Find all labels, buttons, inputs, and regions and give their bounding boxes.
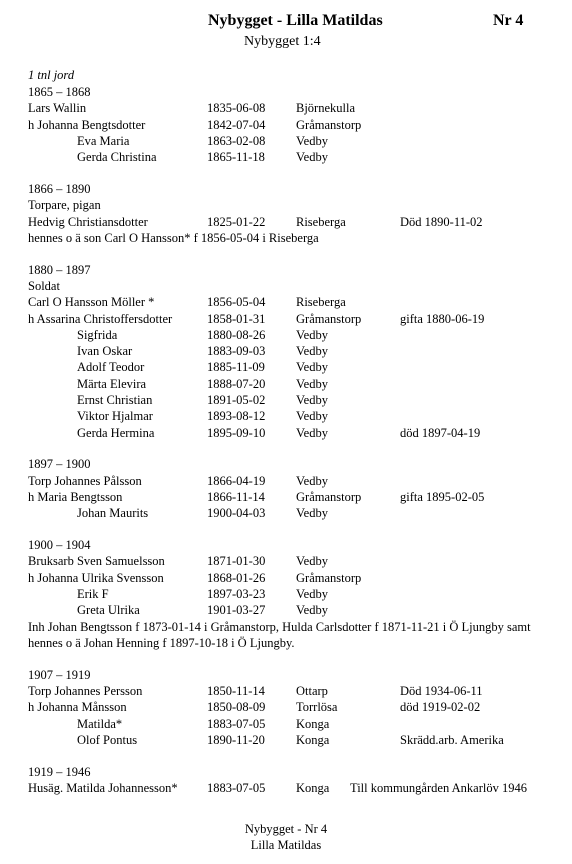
- birth-place: Vedby: [296, 603, 328, 618]
- period-section: [28, 84, 558, 165]
- page-subtitle: Nybygget 1:4: [244, 34, 321, 49]
- person-row: [28, 327, 558, 343]
- birth-place: Vedby: [296, 409, 328, 424]
- person-row: [28, 716, 558, 732]
- person-name: Carl O Hansson Möller *: [28, 295, 155, 310]
- period-heading: [28, 667, 558, 683]
- person-name: Torp Johannes Pålsson: [28, 473, 142, 488]
- birth-place: Vedby: [296, 554, 328, 569]
- person-name: Märta Elevira: [77, 376, 147, 391]
- person-row: [28, 570, 558, 586]
- record-note-text: Inh Johan Bengtsson f 1873-01-14 i Gråmanstorp, Hulda Carlsdotter f 1871-11-21 i Ö Ljungby samt hennes o ä Johan Henning f 1897-10-18 i Ö Ljungby.: [28, 619, 531, 650]
- person-name: h Assarina Christoffersdotter: [28, 311, 173, 326]
- event-note: död 1897-04-19: [400, 425, 481, 440]
- period-heading: [28, 764, 558, 780]
- person-name: hennes o ä son Carl O Hansson* f 1856-05-04 i Riseberga: [28, 230, 319, 245]
- person-name: Husäg. Matilda Johannesson*: [28, 780, 178, 795]
- period-heading: [28, 537, 558, 553]
- birth-date: 1891-05-02: [207, 393, 266, 408]
- page-title: Nybygget - Lilla Matildas: [208, 12, 383, 29]
- person-row: [28, 489, 558, 505]
- birth-date: 1856-05-04: [207, 295, 266, 310]
- birth-place: Vedby: [296, 133, 328, 148]
- person-row: [28, 117, 558, 133]
- person-row: [28, 392, 558, 408]
- event-note: Till kommungården Ankarlöv 1946: [350, 780, 527, 795]
- birth-place: Vedby: [296, 506, 328, 521]
- event-note: gifta 1880-06-19: [400, 311, 485, 326]
- person-name: Ernst Christian: [77, 393, 153, 408]
- person-row: [28, 505, 558, 521]
- person-name: Hedvig Christiansdotter: [28, 214, 148, 229]
- birth-date: 1866-11-14: [207, 490, 265, 505]
- birth-date: 1883-07-05: [207, 716, 266, 731]
- birth-date: 1865-11-18: [207, 150, 265, 165]
- period-heading: [28, 456, 558, 472]
- birth-place: Vedby: [296, 393, 328, 408]
- person-row: [28, 408, 558, 424]
- person-name: Greta Ulrika: [77, 603, 140, 618]
- birth-place: Konga: [296, 780, 330, 795]
- period-section: [28, 667, 558, 748]
- event-note: Död 1890-11-02: [400, 214, 483, 229]
- person-row: [28, 425, 558, 441]
- person-row: [28, 214, 558, 230]
- person-row: [28, 732, 558, 748]
- person-row: [28, 553, 558, 569]
- person-name: h Johanna Ulrika Svensson: [28, 570, 164, 585]
- birth-place: Gråmanstorp: [296, 490, 362, 505]
- birth-place: Vedby: [296, 150, 328, 165]
- period-section: [28, 181, 558, 246]
- birth-date: 1850-08-09: [207, 700, 266, 715]
- birth-date: 1871-01-30: [207, 554, 266, 569]
- birth-date: 1842-07-04: [207, 117, 266, 132]
- person-name: Erik F: [77, 587, 109, 602]
- period-label: 1866 – 1890: [28, 181, 91, 196]
- birth-date: 1895-09-10: [207, 425, 266, 440]
- person-row: [28, 100, 558, 116]
- person-row: [28, 780, 558, 796]
- birth-place: Konga: [296, 716, 330, 731]
- person-row: [28, 683, 558, 699]
- person-row: [28, 602, 558, 618]
- period-label: 1919 – 1946: [28, 764, 91, 779]
- period-heading: [28, 262, 558, 278]
- person-name: Sigfrida: [77, 327, 118, 342]
- birth-place: Riseberga: [296, 214, 346, 229]
- person-name: Johan Maurits: [77, 506, 149, 521]
- page-number: Nr 4: [493, 12, 524, 29]
- birth-place: Riseberga: [296, 295, 346, 310]
- birth-place: Vedby: [296, 425, 328, 440]
- person-name: Torp Johannes Persson: [28, 684, 143, 698]
- person-name: Lars Wallin: [28, 101, 87, 116]
- birth-place: Ottarp: [296, 684, 328, 698]
- person-name: Olof Pontus: [77, 732, 138, 747]
- period-heading: [28, 181, 558, 197]
- person-name: h Johanna Månsson: [28, 700, 127, 715]
- record-list: [28, 84, 558, 812]
- birth-date: 1890-11-20: [207, 732, 265, 747]
- person-row: [28, 149, 558, 165]
- period-section: [28, 262, 558, 441]
- birth-date: 1883-09-03: [207, 344, 266, 359]
- person-name: Soldat: [28, 278, 60, 293]
- birth-place: Gråmanstorp: [296, 570, 362, 585]
- person-name: Adolf Teodor: [77, 360, 145, 375]
- birth-date: 1868-01-26: [207, 570, 266, 585]
- person-row: [28, 294, 558, 310]
- person-row: [28, 376, 558, 392]
- person-name: Ivan Oskar: [77, 344, 133, 359]
- person-row: [28, 343, 558, 359]
- birth-date: 1866-04-19: [207, 473, 266, 488]
- birth-date: 1835-06-08: [207, 101, 266, 116]
- birth-date: 1850-11-14: [207, 684, 265, 698]
- event-note: Död 1934-06-11: [400, 684, 483, 698]
- birth-place: Konga: [296, 732, 330, 747]
- birth-date: 1897-03-23: [207, 587, 266, 602]
- footer-line-1: Nybygget - Nr 4: [244, 822, 328, 836]
- event-note: Skrädd.arb. Amerika: [400, 732, 504, 747]
- person-row: [28, 133, 558, 149]
- birth-date: 1858-01-31: [207, 311, 266, 326]
- birth-place: Vedby: [296, 360, 328, 375]
- person-name: Torpare, pigan: [28, 198, 101, 213]
- person-row: [28, 619, 558, 652]
- birth-place: Torrlösa: [296, 700, 338, 715]
- person-name: h Johanna Bengtsdotter: [28, 117, 146, 132]
- birth-date: 1883-07-05: [207, 780, 266, 795]
- event-note: död 1919-02-02: [400, 700, 481, 715]
- birth-place: Vedby: [296, 473, 328, 488]
- person-row: [28, 473, 558, 489]
- person-name: Bruksarb Sven Samuelsson: [28, 554, 165, 569]
- birth-date: 1825-01-22: [207, 214, 266, 229]
- birth-date: 1885-11-09: [207, 360, 265, 375]
- person-name: Gerda Christina: [77, 150, 157, 165]
- person-name: h Maria Bengtsson: [28, 490, 123, 505]
- person-name: Matilda*: [77, 716, 123, 731]
- period-label: 1865 – 1868: [28, 85, 91, 99]
- land-note: 1 tnl jord: [28, 68, 75, 82]
- footer-line-2: Lilla Matildas: [250, 838, 322, 852]
- birth-date: 1863-02-08: [207, 133, 266, 148]
- person-row: [28, 230, 558, 246]
- person-name: Gerda Hermina: [77, 425, 155, 440]
- period-section: [28, 537, 558, 651]
- birth-date: 1888-07-20: [207, 376, 266, 391]
- person-row: [28, 359, 558, 375]
- period-label: 1907 – 1919: [28, 667, 91, 682]
- birth-place: Gråmanstorp: [296, 117, 362, 132]
- event-note: gifta 1895-02-05: [400, 490, 485, 505]
- birth-place: Vedby: [296, 327, 328, 342]
- person-row: [28, 586, 558, 602]
- person-row: [28, 197, 558, 213]
- period-heading: [28, 84, 558, 100]
- person-name: Eva Maria: [77, 133, 130, 148]
- birth-date: 1901-03-27: [207, 603, 266, 618]
- birth-place: Björnekulla: [296, 101, 356, 116]
- period-section: [28, 764, 558, 797]
- birth-place: Vedby: [296, 344, 328, 359]
- birth-date: 1900-04-03: [207, 506, 266, 521]
- period-label: 1880 – 1897: [28, 262, 91, 277]
- person-row: [28, 699, 558, 715]
- period-section: [28, 456, 558, 521]
- person-row: [28, 278, 558, 294]
- birth-place: Vedby: [296, 376, 328, 391]
- period-label: 1897 – 1900: [28, 457, 91, 472]
- birth-date: 1893-08-12: [207, 409, 266, 424]
- birth-place: Vedby: [296, 587, 328, 602]
- person-name: Viktor Hjalmar: [77, 409, 153, 424]
- person-row: [28, 311, 558, 327]
- period-label: 1900 – 1904: [28, 538, 91, 553]
- birth-date: 1880-08-26: [207, 327, 266, 342]
- birth-place: Gråmanstorp: [296, 311, 362, 326]
